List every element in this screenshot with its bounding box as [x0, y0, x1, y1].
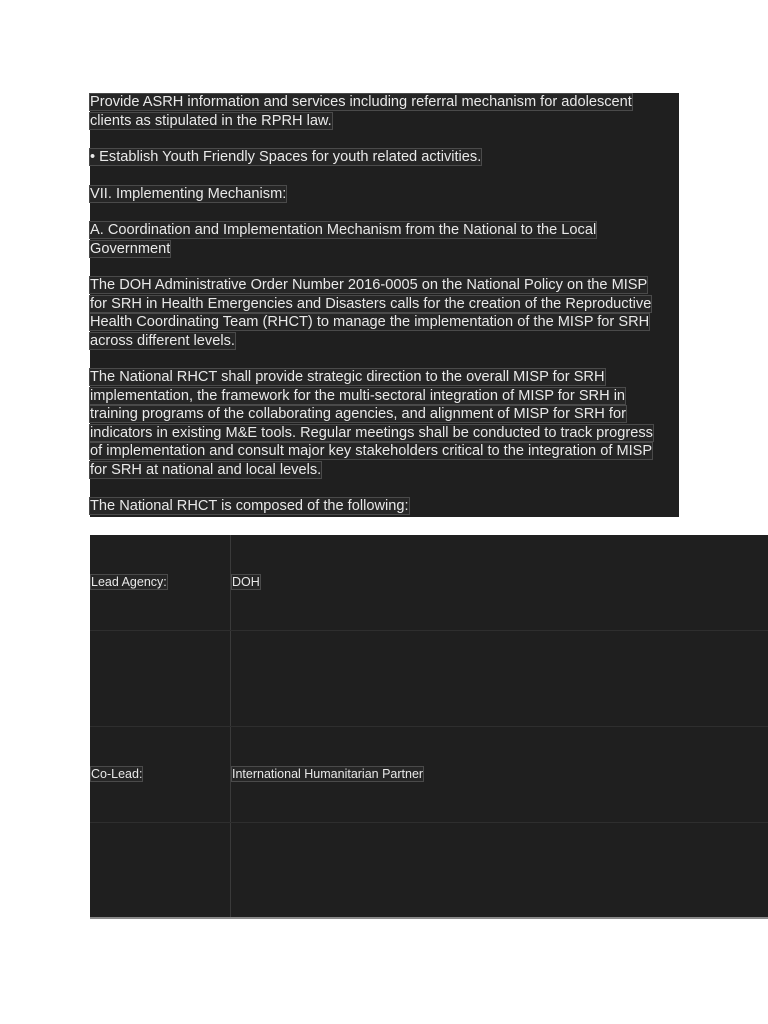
text-line: • Establish Youth Friendly Spaces for youth related activities. [90, 149, 482, 165]
text-line: A. Coordination and Implementation Mechanism from the National to the Local [90, 222, 597, 238]
text-line: Health Coordinating Team (RHCT) to manage the implementation of the MISP for SRH [90, 314, 650, 330]
paragraph-composition [90, 497, 409, 516]
text-line: The National RHCT is composed of the following: [90, 498, 409, 514]
column-divider [230, 535, 231, 630]
text-line: The National RHCT shall provide strategic direction to the overall MISP for SRH [90, 369, 605, 385]
rhct-composition-table [90, 535, 768, 919]
text-line: across different levels. [90, 332, 235, 349]
paragraph-doh-order [90, 276, 651, 350]
table-cell-value: International Humanitarian Partner [232, 767, 424, 781]
text-line: VII. Implementing Mechanism: [90, 186, 287, 202]
section-heading-implementing-mechanism [90, 185, 286, 204]
document-text-block [90, 93, 679, 517]
column-divider [230, 823, 231, 919]
text-line: training programs of the collaborating agencies, and alignment of MISP for SRH for [90, 406, 626, 422]
table-row [90, 631, 768, 727]
text-line: of implementation and consult major key stakeholders critical to the integration of MISP [90, 443, 653, 459]
paragraph-national-rhct [90, 368, 653, 479]
table-row [90, 823, 768, 919]
text-line: Government [90, 240, 171, 257]
table-row [90, 535, 768, 631]
column-divider [230, 727, 231, 822]
subsection-heading-coordination [90, 221, 596, 258]
paragraph-youth-spaces [90, 148, 481, 167]
text-line: implementation, the framework for the multi-sectoral integration of MISP for SRH in [90, 387, 626, 404]
paragraph-asrh [90, 93, 632, 130]
text-line: The DOH Administrative Order Number 2016-0005 on the National Policy on the MISP [90, 277, 648, 293]
text-line: indicators in existing M&E tools. Regular meetings shall be conducted to track progress [90, 424, 653, 441]
column-divider [230, 631, 231, 726]
table-cell-label: Co-Lead: [91, 767, 143, 781]
text-line: for SRH at national and local levels. [90, 461, 322, 478]
text-line: Provide ASRH information and services including referral mechanism for adolescent [90, 94, 632, 110]
text-line: clients as stipulated in the RPRH law. [90, 112, 332, 129]
text-line: for SRH in Health Emergencies and Disasters calls for the creation of the Reproductive [90, 295, 652, 312]
table-cell-value: DOH [232, 575, 260, 589]
table-cell-label: Lead Agency: [91, 575, 167, 589]
table-row [90, 727, 768, 823]
